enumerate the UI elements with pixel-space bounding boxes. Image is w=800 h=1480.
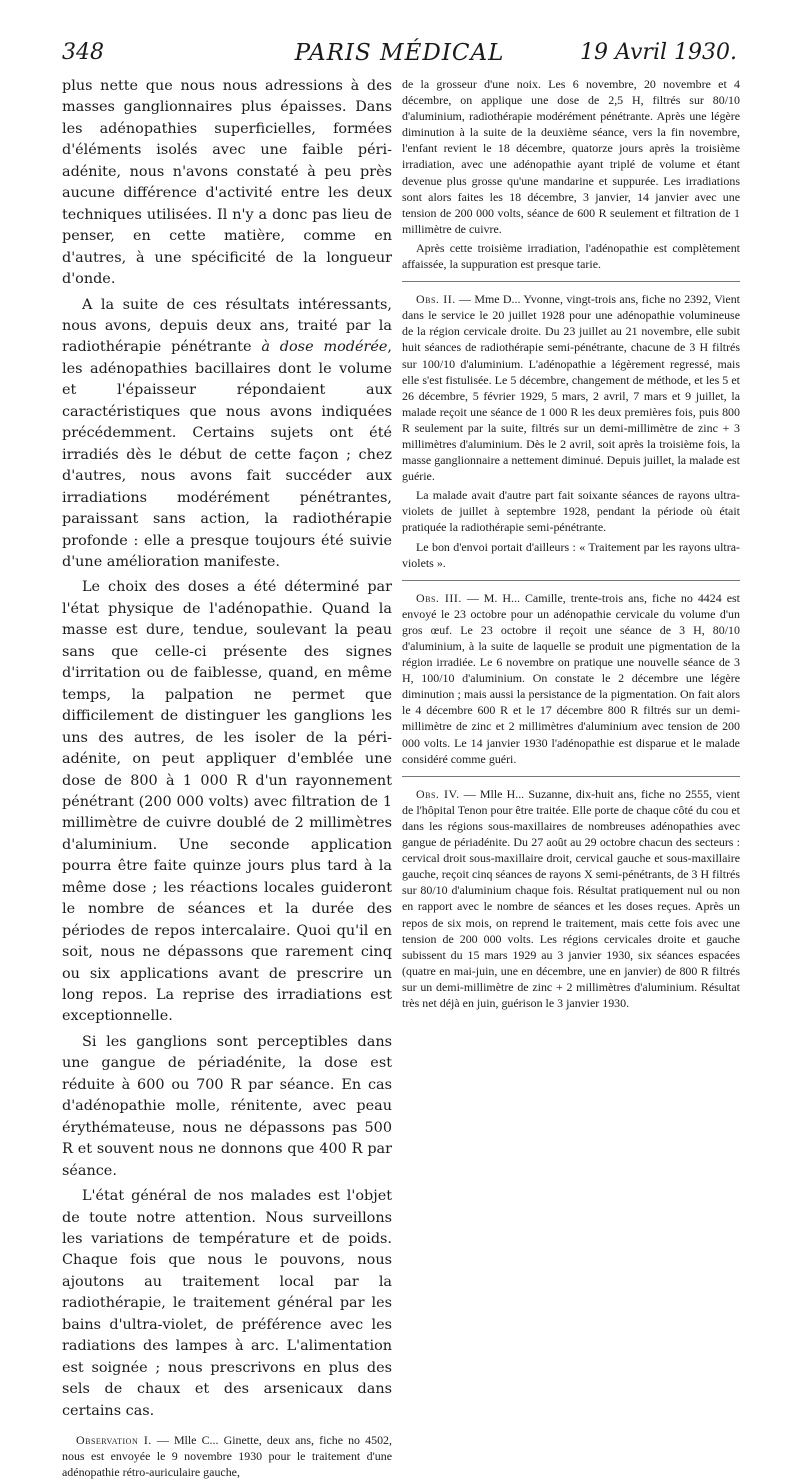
section-divider <box>402 580 740 581</box>
observation-label: Obs. IV. <box>416 786 460 801</box>
right-column <box>402 76 740 1116</box>
paragraph: Après cette troisième irradiation, l'adénopathie est complètement affaissée, la suppuration est presque tarie. <box>402 240 740 272</box>
section-divider <box>402 281 740 282</box>
observation-1-continued: de la grosseur d'une noix. Les 6 novembre, 20 novembre et 4 décembre, on applique une dose de 2,5 H, filtrés sur 80/10 d'aluminium, radiothérapie modérément pénétrante. Après une légère diminution à la suite de la deuxième séance, vers la fin novembre, l'enfant revient le 18 décembre, quatorze jours après la troisième irradiation, avec une adénopathie ayant triplé de volume et étant devenue plus grosse qu'une mandarine et suppurée. Les irradiations sont alors faites les 18 décembre, 3 janvier, 14 janvier avec une tension de 200 000 volts, séance de 600 R seulement et filtration de 1 millimètre de cuivre. <box>402 77 740 236</box>
observation-label: Obs. III. <box>416 590 462 605</box>
paragraph: plus nette que nous nous adressions à des masses ganglionnaires plus épaisses. Dans les adénopathies superficielles, formées d'éléments isolés avec une faible péri-adénite, nous n'avons constaté à peu près aucune différence d'activité entre les deux techniques utilisées. Il n'y a donc pas lieu de penser, en cette matière, comme en d'autres, à une spécificité de la longueur d'onde. <box>62 78 392 288</box>
paragraph: La malade avait d'autre part fait soixante séances de rayons ultra-violets de juillet à septembre 1928, pendant la période où était pratiquée la radiothérapie semi-pénétrante. <box>402 488 740 535</box>
paragraph: Le bon d'envoi portait d'ailleurs : « Traitement par les rayons ultra-violets ». <box>402 539 740 570</box>
observation-4: Obs. IV. — Mlle H... Suzanne, dix-huit ans, fiche no 2555, vient de l'hôpital Tenon pour être traitée. Elle porte de chaque côté du cou et dans les régions sous-maxillaires de nombreuses adénopathies avec gangue de périadénite. Du 27 août au 29 octobre chacun des secteurs : cervical droit sous-maxillaire droit, cervical gauche et sous-maxillaire gauche, reçoit cinq séances de rayons X semi-pénétrants, de 3 H filtrés sur 80/10 d'aluminium chaque fois. Résultat pratiquement nul ou non en rapport avec le nombre de séances et les doses reçues. Après un repos de six mois, on reprend le traitement, mais cette fois avec une tension de 200 000 volts. Les régions cervicales droite et gauche subissent du 15 mars 1929 au 3 janvier 1930, six séances espacées (quatre en mai-juin, une en décembre, une en janvier) de 800 R filtrés sur un demi-millimètre de zinc + 2 millimètres d'aluminium. Résultat très net déjà en juin, guérison le 3 janvier 1930. <box>402 786 740 1010</box>
paragraph: Le choix des doses a été déterminé par l'état physique de l'adénopathie. Quand la masse est dure, tendue, soulevant la peau sans que celle-ci présente des signes d'irritation ou de faiblesse, quand, en même temps, la palpation ne permet que difficilement de distinguer les ganglions les uns des autres, de les isoler de la péri-adénite, on peut appliquer d'emblée une dose de 800 à 1 000 R d'un rayonnement pénétrant (200 000 volts) avec filtration de 1 millimètre de cuivre doublé de 2 millimètres d'aluminium. Une seconde application pourra être faite quinze jours plus tard à la même dose ; les réactions locales guideront le nombre de séances et la durée des périodes de repos intercalaire. Quoi qu'il en soit, nous ne dépassons que rarement cinq ou six applications avant de prescrire un long repos. La reprise des irradiations est exceptionnelle. <box>62 579 392 1025</box>
paragraph: L'état général de nos malades est l'objet de toute notre attention. Nous surveillons les variations de température et de poids. Chaque fois que nous le pouvons, nous ajoutons au traitement local par la radiothérapie, le traitement général par les bains d'ultra-violet, de préférence avec les radiations des lampes à arc. L'alimentation est soignée ; nous prescrivons en plus des sels de chaux et des arsenicaux dans certains cas. <box>62 1188 392 1419</box>
running-header <box>62 40 737 70</box>
observation-1: Observation I. — Mlle C... Ginette, deux ans, fiche no 4502, nous est envoyée le 9 novembre 1930 pour le traitement d'une adénopathie rétro-auriculaire gauche, <box>62 1433 392 1480</box>
observation-label: Observation I. <box>76 1433 152 1448</box>
journal-title: PARIS MÉDICAL <box>294 40 505 66</box>
left-column <box>62 76 392 1480</box>
observation-2: Obs. II. — Mme D... Yvonne, vingt-trois ans, fiche no 2392, Vient dans le service le 20 juillet 1928 pour une adénopathie volumineuse de la région cervicale droite. Du 23 juillet au 21 novembre, elle subit huit séances de radiothérapie semi-pénétrante, chacune de 3 H filtrés sur 100/10 d'aluminium. L'adénopathie a légèrement regressé, mais elle s'est fistulisée. Le 5 décembre, changement de méthode, et les 5 et 26 décembre, 5 février 1929, 5 mars, 2 avril, 7 mars et 9 juillet, la malade reçoit une séance de 1 000 R les deux premières fois, puis 800 R seulement par la suite, filtrés sur un demi-millimètre de zinc + 3 millimètres d'aluminium. Dès le 2 avril, soit après la troisième fois, la masse ganglionnaire a nettement diminué. Depuis juillet, la malade est guérie. <box>402 292 740 484</box>
paragraph: Si les ganglions sont perceptibles dans une gangue de périadénite, la dose est réduite à 600 ou 700 R par séance. En cas d'adénopathie molle, rénitente, avec peau érythémateuse, nous ne dépassons pas 500 R et souvent nous ne donnons que 400 R par séance. <box>62 1033 392 1179</box>
observation-3: Obs. III. — M. H... Camille, trente-trois ans, fiche no 4424 est envoyé le 23 octobre pour un adénopathie cervicale du volume d'un gros œuf. Le 23 octobre il reçoit une séance de 3 H, 80/10 d'aluminium, à la suite de laquelle se produit une pigmentation de la région irradiée. Le 6 novembre on pratique une nouvelle séance de 3 H, 100/10 d'aluminium. On constate le 2 décembre une légère diminution ; mais aussi la persistance de la pigmentation. On fait alors le 4 décembre 600 R et le 17 décembre 800 R filtrés sur un demi-millimètre de zinc et 2 millimètres d'aluminium avec tension de 200 000 volts. Le 14 janvier 1930 l'adénopathie est disparue et le malade considéré comme guéri. <box>402 590 740 766</box>
section-divider <box>402 776 740 777</box>
page-number: 348 <box>62 40 104 65</box>
observation-label: Obs. II. <box>416 292 456 307</box>
paragraph: A la suite de ces résultats intéressants, nous avons, depuis deux ans, traité par la radiothérapie pénétrante à dose modérée, les adénopathies bacillaires dont le volume et l'épaisseur répondaient aux caractéristiques que nous avons indiquées précédemment. Certains sujets ont été irradiés dès le début de cette façon ; chez d'autres, nous avons fait succéder aux irradiations modérément pénétrantes, paraissant sans action, la radiothérapie profonde : elle a presque toujours été suivie d'une amélioration manifeste. <box>62 296 392 570</box>
issue-date: 19 Avril 1930. <box>580 40 737 65</box>
